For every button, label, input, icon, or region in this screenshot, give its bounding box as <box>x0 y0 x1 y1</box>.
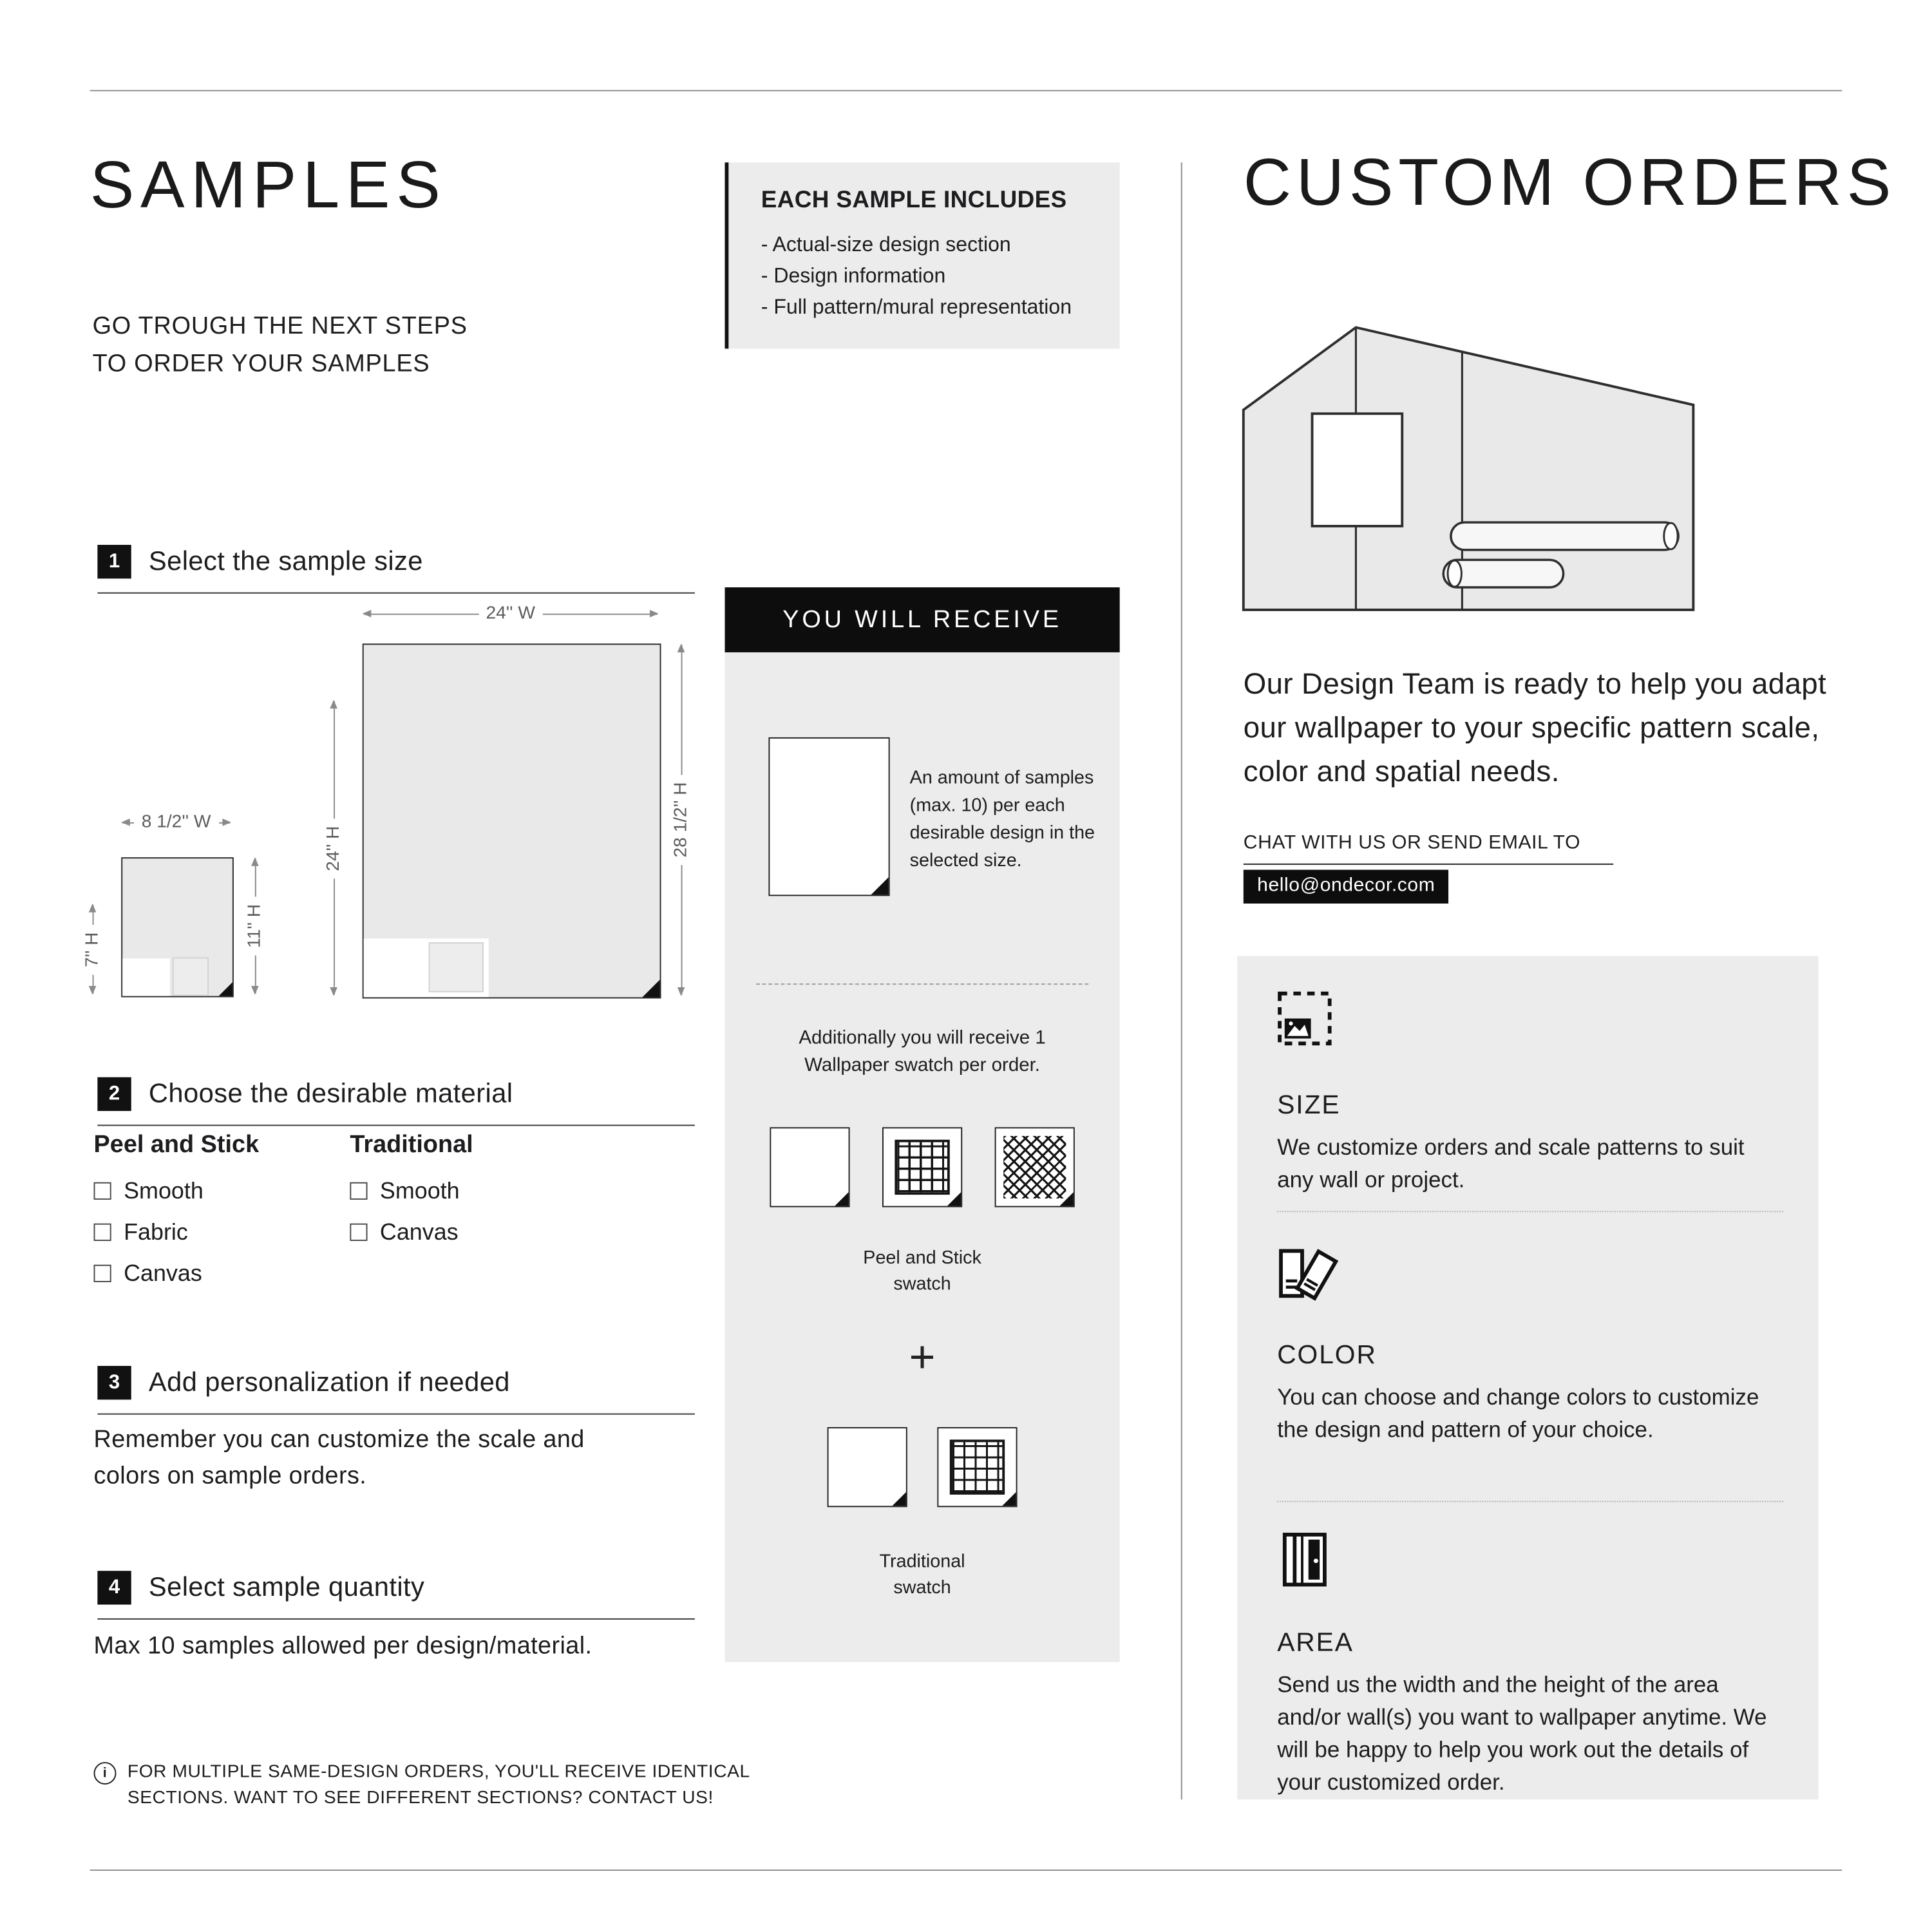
grid-pattern-swatch-icon <box>937 1427 1017 1507</box>
dashed-divider <box>756 983 1088 985</box>
feature-size-text: We customize orders and scale patterns to suit any wall or project. <box>1277 1134 1745 1193</box>
area-door-icon <box>1274 1528 1337 1591</box>
footnote-text <box>128 1759 750 1812</box>
feature-size-heading: SIZE <box>1277 1091 1341 1120</box>
house-wallpaper-illustration <box>1241 323 1697 620</box>
step-4-description: Max 10 samples allowed per design/material. <box>93 1632 592 1660</box>
custom-orders-panel <box>1237 956 1818 1799</box>
large-width-label: 24'' W <box>478 603 543 623</box>
folded-corner <box>947 1192 961 1206</box>
includes-title: EACH SAMPLE INCLUDES <box>761 187 1067 214</box>
top-rule <box>90 90 1842 91</box>
feature-area-text: Send us the width and the height of the area and/or wall(s) you want to wallpaper anytime. We will be happy to help you work out the details of your customized order. <box>1277 1672 1767 1795</box>
grid-pattern <box>895 1140 949 1195</box>
folded-corner <box>835 1192 848 1206</box>
checkbox-peel-smooth[interactable] <box>94 1182 111 1200</box>
feature-color-heading: COLOR <box>1277 1341 1377 1370</box>
samples-title: SAMPLES <box>90 148 447 223</box>
email-badge-wrap <box>1244 870 1449 904</box>
custom-orders-title: CUSTOM ORDERS <box>1243 146 1897 220</box>
each-sample-includes-box <box>724 162 1119 348</box>
folded-corner <box>871 877 889 895</box>
peel-swatch-row <box>724 1127 1119 1207</box>
material-column-peel <box>94 1131 260 1301</box>
small-height-right-label: 11'' H <box>245 896 265 955</box>
peel-and-stick-title: Peel and Stick <box>93 1131 260 1159</box>
includes-item: - Actual-size design section <box>761 233 1011 256</box>
contact-label: CHAT WITH US OR SEND EMAIL TO <box>1244 832 1613 864</box>
small-sample-diagram <box>121 857 234 997</box>
material-option-row <box>94 1218 260 1246</box>
step-1-badge: 1 <box>97 545 131 578</box>
small-height-left-label: 7'' H <box>82 924 102 974</box>
folded-corner <box>219 982 232 996</box>
material-option-row <box>94 1177 260 1205</box>
footnote-line1: FOR MULTIPLE SAME-DESIGN ORDERS, YOU'LL RECEIVE IDENTICAL <box>127 1762 750 1783</box>
includes-item: - Design information <box>761 265 946 288</box>
peel-swatch-label <box>724 1246 1119 1299</box>
large-height-right-dimension <box>671 643 691 996</box>
receive-header: YOU WILL RECEIVE <box>724 587 1119 652</box>
includes-item: - Full pattern/mural representation <box>761 296 1072 319</box>
large-height-right-label: 28 1/2'' H <box>671 775 691 865</box>
large-height-left-dimension <box>324 700 344 996</box>
sample-page-icon <box>768 737 889 896</box>
grid-pattern <box>950 1439 1005 1494</box>
traditional-title: Traditional <box>350 1131 473 1159</box>
material-option-row <box>94 1260 260 1287</box>
checkbox-peel-fabric[interactable] <box>94 1224 111 1241</box>
bottom-rule <box>90 1870 1842 1871</box>
option-label: Smooth <box>379 1177 460 1204</box>
folded-corner <box>1002 1492 1016 1506</box>
large-height-left-label: 24'' H <box>324 818 344 878</box>
material-option-row <box>350 1218 473 1246</box>
grid-pattern-swatch-icon <box>882 1127 962 1207</box>
folded-corner <box>893 1492 906 1506</box>
you-will-receive-panel <box>724 587 1119 1662</box>
sample-section-white <box>122 958 170 996</box>
material-option-row <box>350 1177 473 1205</box>
step-3-description: Remember you can customize the scale and colors on sample orders. <box>93 1426 585 1490</box>
option-label: Smooth <box>124 1177 204 1204</box>
samples-intro <box>93 307 468 382</box>
sample-section-highlight <box>173 957 209 996</box>
dotted-divider <box>1277 1211 1783 1212</box>
custom-intro-text: Our Design Team is ready to help you adapt our wallpaper to your specific pattern scale, color and spatial needs. <box>1243 667 1827 788</box>
option-label: Canvas <box>379 1218 459 1245</box>
crosshatch-pattern-swatch-icon <box>995 1127 1075 1207</box>
column-divider <box>1181 162 1182 1799</box>
samples-intro-line1: GO TROUGH THE NEXT STEPS <box>92 312 468 340</box>
step-3-header <box>97 1366 695 1415</box>
small-width-label: 8 1/2'' W <box>134 812 218 832</box>
size-crop-icon <box>1274 989 1337 1051</box>
step-3-badge: 3 <box>97 1366 131 1399</box>
checkbox-traditional-canvas[interactable] <box>350 1224 367 1241</box>
small-width-dimension <box>121 812 231 832</box>
material-column-traditional <box>350 1131 473 1260</box>
step-3-title: Add personalization if needed <box>148 1367 510 1397</box>
info-icon <box>94 1762 117 1785</box>
step-2-badge: 2 <box>97 1077 131 1111</box>
checkbox-peel-canvas[interactable] <box>94 1265 111 1282</box>
checkbox-traditional-smooth[interactable] <box>350 1182 367 1200</box>
peel-swatch-label-text: Peel and Stick swatch <box>863 1248 981 1295</box>
step-4-header <box>97 1571 695 1620</box>
step-4-badge: 4 <box>97 1571 131 1604</box>
blank-swatch-icon <box>828 1427 907 1507</box>
footnote <box>94 1759 750 1812</box>
receive-amount-text: An amount of samples (max. 10) per each desirable design in the selected size. <box>909 768 1095 871</box>
receive-additional-text <box>724 1025 1119 1079</box>
step-2-header <box>97 1077 695 1126</box>
folded-corner <box>1060 1192 1074 1206</box>
traditional-swatch-row <box>724 1427 1119 1507</box>
step-1-header <box>97 545 695 594</box>
receive-additional-text-inner: Additionally you will receive 1 Wallpaper swatch per order. <box>799 1027 1046 1076</box>
small-height-left-dimension <box>82 904 102 995</box>
email-address[interactable]: hello@ondecor.com <box>1244 870 1449 904</box>
large-sample-diagram <box>363 643 661 998</box>
crosshatch-pattern <box>1003 1136 1066 1198</box>
plus-sign: + <box>909 1331 936 1383</box>
large-width-dimension <box>363 603 659 623</box>
footnote-line2: SECTIONS. WANT TO SEE DIFFERENT SECTIONS? CONTACT US! <box>127 1788 714 1808</box>
option-label: Canvas <box>124 1260 202 1286</box>
feature-area-heading: AREA <box>1277 1628 1354 1658</box>
option-label: Fabric <box>124 1218 188 1245</box>
feature-color-text: You can choose and change colors to customize the design and pattern of your choice. <box>1277 1385 1759 1443</box>
dotted-divider <box>1277 1501 1783 1502</box>
color-swatches-icon <box>1274 1241 1340 1306</box>
step-4-title: Select sample quantity <box>148 1572 425 1602</box>
sample-section-highlight <box>429 942 484 992</box>
samples-intro-line2: TO ORDER YOUR SAMPLES <box>92 350 430 378</box>
small-height-right-dimension <box>245 857 265 994</box>
step-2-title: Choose the desirable material <box>148 1078 513 1109</box>
traditional-swatch-label-text: Traditional swatch <box>879 1552 965 1598</box>
traditional-swatch-label <box>724 1549 1119 1602</box>
folded-corner <box>642 980 659 997</box>
step-1-title: Select the sample size <box>148 545 423 576</box>
blank-swatch-icon <box>770 1127 849 1207</box>
